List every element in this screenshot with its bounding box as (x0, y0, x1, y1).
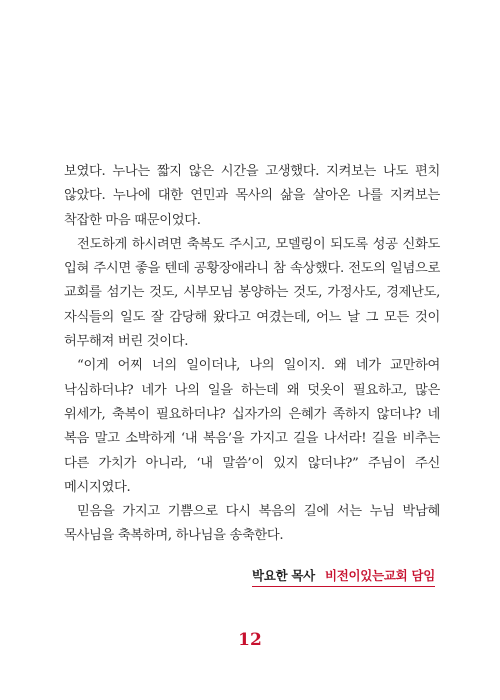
page-number: 12 (238, 630, 262, 650)
author-name: 박요한 목사 (252, 568, 315, 583)
author-signature (252, 566, 435, 584)
paragraph: 믿음을 가지고 기쁨으로 다시 복음의 길에 서는 누님 박남혜 목사님을 축복하며, 하나님을 송축한다. (64, 504, 440, 544)
paragraph: 보였다. 누나는 짧지 않은 시간을 고생했다. 지켜보는 나도 편치 않았다. 누나에 대한 연민과 목사의 삶을 살아온 나를 지켜보는 착잡한 마음 때문이었다. (64, 164, 440, 228)
paragraph: 전도하게 하시려면 축복도 주시고, 모델링이 되도록 성공 신화도 입혀 주시면 좋을 텐데 공황장애라니 참 속상했다. 전도의 일념으로 교회를 섬기는 것도, 시부모님 봉양하는 것도, 가정사도, 경제난도, 자식들의 일도 잘 감당해 왔다고 여겼는데, 어느 날 그 모든 것이 허무해져 버린 것이다. (64, 236, 440, 350)
body-text (64, 160, 440, 549)
paragraph: “이게 어찌 너의 일이더냐, 나의 일이지. 왜 네가 교만하여 낙심하더냐? 네가 나의 일을 하는데 왜 덧옷이 필요하고, 많은 위세가, 축복이 필요하더냐? 십자가의 은혜가 족하지 않더냐? 네 복음 말고 소박하게 ‘내 복음’을 가지고 길을 나서라! 길을 비추는 다른 가치가 아니라, ‘내 말씀’이 있지 않더냐?” 주님이 주신 메시지였다. (64, 358, 440, 495)
author-church: 비전이있는교회 담임 (324, 568, 435, 583)
signature-underline (252, 586, 435, 587)
